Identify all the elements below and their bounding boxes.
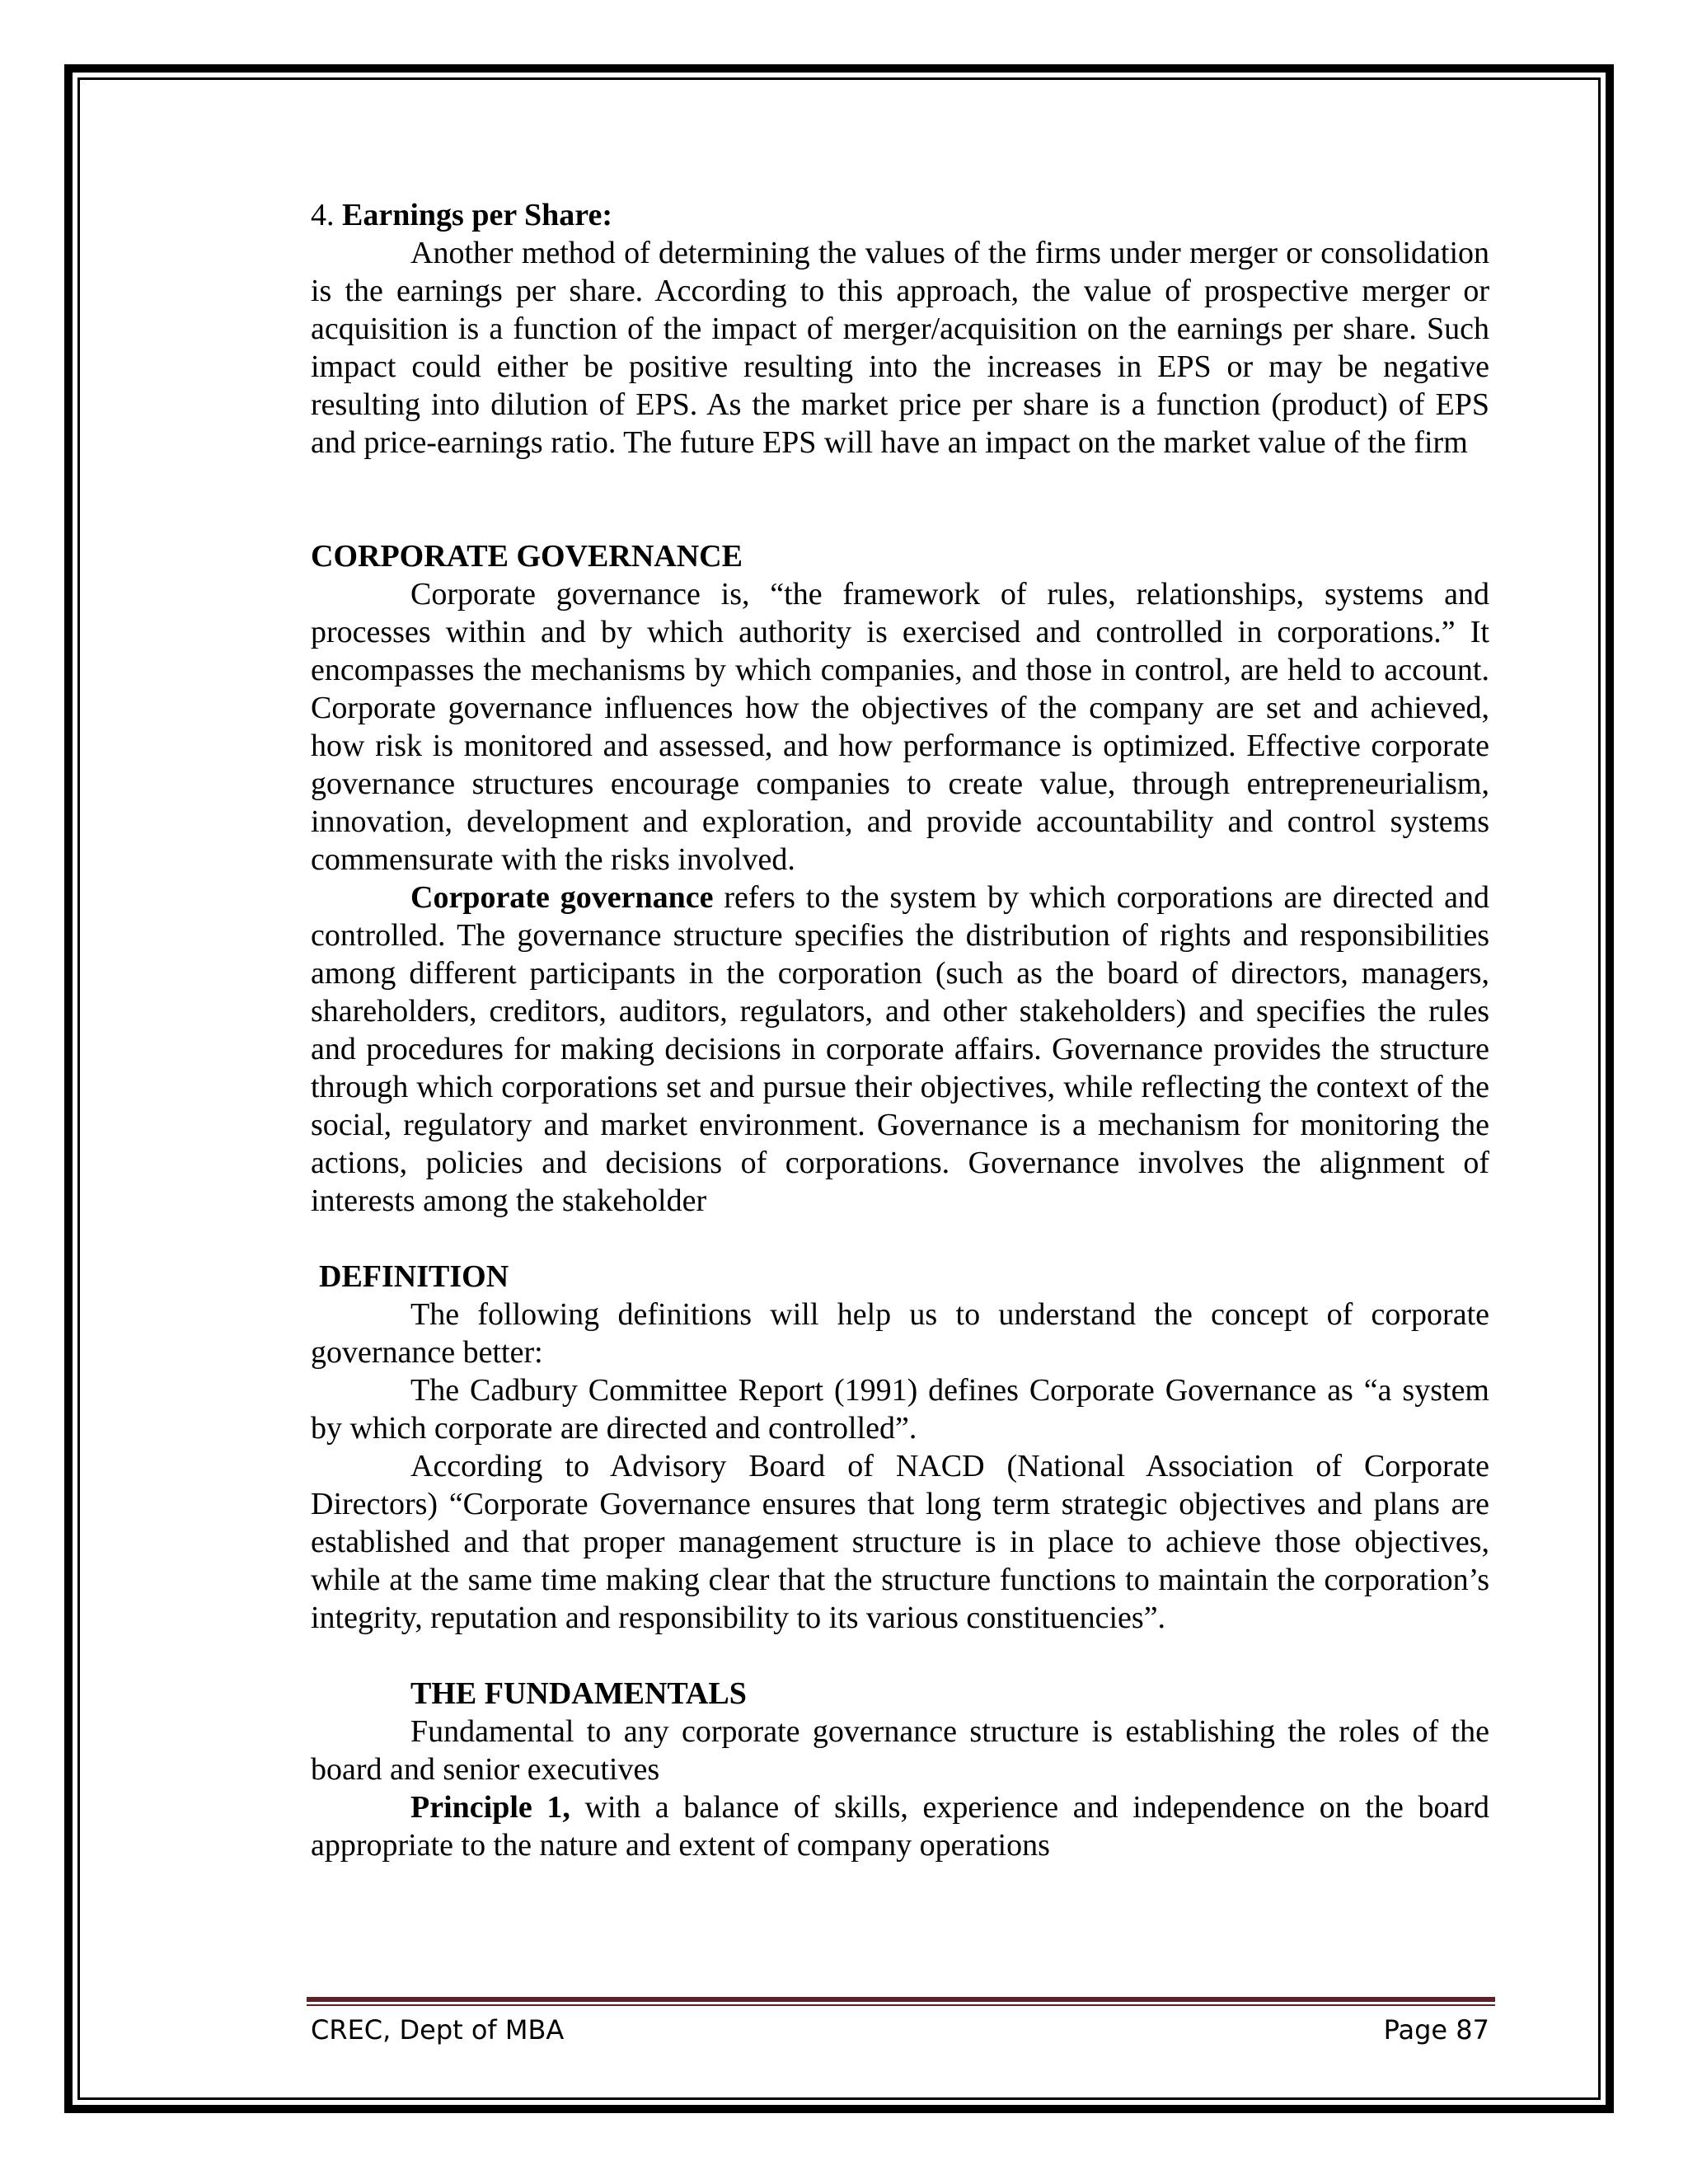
page-content [311, 196, 1489, 1864]
fundamentals-heading: THE FUNDAMENTALS [410, 1676, 747, 1711]
cg-paragraph-2 [311, 879, 1489, 1220]
spacer [311, 1220, 1489, 1258]
page-footer [311, 2011, 1489, 2049]
principle-label: Principle 1, [410, 1790, 570, 1825]
footer-rule-thin [307, 2004, 1495, 2006]
eps-number: 4. [311, 198, 342, 232]
spacer [311, 462, 1489, 537]
eps-title: Earnings per Share: [342, 198, 612, 232]
cg-paragraph-1: Corporate governance is, “the framework of rules, relationships, systems and processes within and by which authority is exercised and controlled in corporations.” It encompasses the mechanisms by which companies, and those in control, are held to account. Corporate governance influences how the objectives of the company are set and achieved, how risk is monitored and assessed, and how performance is optimized. Effective corporate governance structures encourage companies to create value, through entrepreneurialism, innovation, development and exploration, and provide accountability and control systems commensurate with the risks involved. [311, 577, 1489, 877]
eps-heading [311, 196, 1489, 234]
footer-department: CREC, Dept of MBA [311, 2014, 565, 2046]
footer-rule [307, 1997, 1495, 2002]
spacer [311, 1637, 1489, 1675]
definition-paragraph-2: The Cadbury Committee Report (1991) defines Corporate Governance as “a system by which corporate are directed and controlled”. [311, 1373, 1489, 1446]
definition-paragraph-1: The following definitions will help us to understand the concept of corporate governance better: [311, 1297, 1489, 1370]
fundamentals-paragraph-2 [311, 1788, 1489, 1864]
footer-page-number: Page 87 [1383, 2014, 1489, 2046]
definition-paragraph-3: According to Advisory Board of NACD (National Association of Corporate Directors) “Corporate Governance ensures that long term strategic objectives and plans are established and that proper management structure is in place to achieve those objectives, while at the same time making clear that the structure functions to maintain the corporation’s integrity, reputation and responsibility to its various constituencies”. [311, 1449, 1489, 1635]
cg-paragraph-2-lead: Corporate governance [410, 880, 714, 915]
principle-text: with a balance of skills, experience and independence on the board appropriate to the nature and extent of company operations [311, 1790, 1489, 1863]
fundamentals-paragraph-1: Fundamental to any corporate governance structure is establishing the roles of the board and senior executives [311, 1714, 1489, 1787]
definition-heading: DEFINITION [319, 1259, 509, 1294]
cg-paragraph-2-text: refers to the system by which corporations are directed and controlled. The governance structure specifies the distribution of rights and responsibilities among different participants in the corporation (such as the board of directors, managers, shareholders, creditors, auditors, regulators, and other stakeholders) and specifies the rules and procedures for making decisions in corporate affairs. Governance provides the structure through which corporations set and pursue their objectives, while reflecting the context of the social, regulatory and market environment. Governance is a mechanism for monitoring the actions, policies and decisions of corporations. Governance involves the alignment of interests among the stakeholder [311, 880, 1489, 1218]
eps-body: Another method of determining the values of the firms under merger or consolidation is the earnings per share. According to this approach, the value of prospective merger or acquisition is a function of the impact of merger/acquisition on the earnings per share. Such impact could either be positive resulting into the increases in EPS or may be negative resulting into dilution of EPS. As the market price per share is a function (product) of EPS and price-earnings ratio. The future EPS will have an impact on the market value of the firm [311, 236, 1489, 460]
cg-heading: CORPORATE GOVERNANCE [311, 539, 743, 574]
